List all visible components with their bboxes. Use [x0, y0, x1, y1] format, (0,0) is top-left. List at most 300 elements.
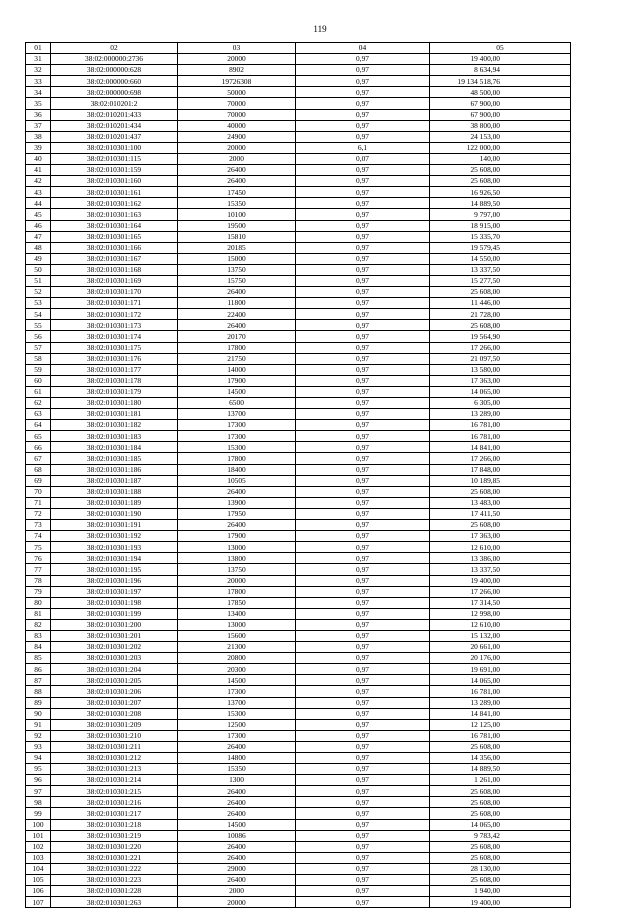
area-cell: 14500	[178, 675, 296, 686]
rate-cell: 0,97	[296, 642, 430, 653]
cadastral-number-cell: 38:02:010201:437	[51, 131, 178, 142]
table-row	[26, 331, 571, 342]
rate-cell: 0,97	[296, 741, 430, 752]
area-cell: 13000	[178, 619, 296, 630]
table-row	[26, 886, 571, 897]
cadastral-number-cell: 38:02:010301:160	[51, 176, 178, 187]
cadastral-number-cell: 38:02:010301:187	[51, 475, 178, 486]
cadastral-number-cell: 38:02:010301:159	[51, 165, 178, 176]
cadastral-number-cell: 38:02:010301:218	[51, 819, 178, 830]
table-row	[26, 520, 571, 531]
row-number-cell: 76	[26, 553, 51, 564]
area-cell: 20170	[178, 331, 296, 342]
row-number-cell: 79	[26, 586, 51, 597]
rate-cell: 0,97	[296, 464, 430, 475]
value-cell: 13 337,50	[430, 564, 571, 575]
rate-cell: 0,97	[296, 320, 430, 331]
cadastral-number-cell: 38:02:010301:177	[51, 364, 178, 375]
row-number-cell: 97	[26, 786, 51, 797]
row-number-cell: 86	[26, 664, 51, 675]
cadastral-number-cell: 38:02:010301:211	[51, 741, 178, 752]
value-cell: 13 337,50	[430, 264, 571, 275]
cadastral-number-cell: 38:02:010301:178	[51, 375, 178, 386]
row-number-cell: 73	[26, 520, 51, 531]
rate-cell: 0,97	[296, 808, 430, 819]
rate-cell: 0,97	[296, 298, 430, 309]
rate-cell: 0,97	[296, 497, 430, 508]
cadastral-number-cell: 38:02:010301:191	[51, 520, 178, 531]
area-cell: 26400	[178, 176, 296, 187]
area-cell: 17900	[178, 531, 296, 542]
row-number-cell: 77	[26, 564, 51, 575]
value-cell: 16 781,00	[430, 431, 571, 442]
table-header-row	[26, 43, 571, 54]
rate-cell: 0,97	[296, 486, 430, 497]
cadastral-number-cell: 38:02:010301:200	[51, 619, 178, 630]
area-cell: 17900	[178, 375, 296, 386]
value-cell: 15 335,70	[430, 231, 571, 242]
row-number-cell: 33	[26, 76, 51, 87]
area-cell: 13750	[178, 264, 296, 275]
cadastral-number-cell: 38:02:010301:199	[51, 608, 178, 619]
rate-cell: 0,97	[296, 375, 430, 386]
area-cell: 17300	[178, 431, 296, 442]
value-cell: 13 386,00	[430, 553, 571, 564]
rate-cell: 0,97	[296, 542, 430, 553]
value-cell: 25 608,00	[430, 875, 571, 886]
table-row	[26, 87, 571, 98]
row-number-cell: 72	[26, 508, 51, 519]
rate-cell: 0,97	[296, 875, 430, 886]
value-cell: 20 661,00	[430, 642, 571, 653]
area-cell: 24900	[178, 131, 296, 142]
value-cell: 16 781,00	[430, 686, 571, 697]
cadastral-number-cell: 38:02:010301:209	[51, 719, 178, 730]
value-cell: 25 608,00	[430, 841, 571, 852]
value-cell: 17 848,00	[430, 464, 571, 475]
rate-cell: 0,97	[296, 76, 430, 87]
area-cell: 26400	[178, 786, 296, 797]
rate-cell: 0,97	[296, 708, 430, 719]
table-row	[26, 398, 571, 409]
area-cell: 1300	[178, 775, 296, 786]
area-cell: 15350	[178, 764, 296, 775]
value-cell: 1 261,00	[430, 775, 571, 786]
row-number-cell: 99	[26, 808, 51, 819]
row-number-cell: 92	[26, 730, 51, 741]
area-cell: 26400	[178, 520, 296, 531]
table-row	[26, 708, 571, 719]
area-cell: 17800	[178, 342, 296, 353]
table-row	[26, 852, 571, 863]
cadastral-number-cell: 38:02:010301:203	[51, 653, 178, 664]
table-row	[26, 797, 571, 808]
rate-cell: 0,97	[296, 109, 430, 120]
table-row	[26, 386, 571, 397]
table-row	[26, 176, 571, 187]
cadastral-number-cell: 38:02:010301:197	[51, 586, 178, 597]
rate-cell: 0,97	[296, 852, 430, 863]
rate-cell: 0,97	[296, 630, 430, 641]
header-cell-05: 05	[430, 43, 571, 54]
cadastral-number-cell: 38:02:010301:183	[51, 431, 178, 442]
area-cell: 29000	[178, 863, 296, 874]
row-number-cell: 34	[26, 87, 51, 98]
area-cell: 19726308	[178, 76, 296, 87]
row-number-cell: 84	[26, 642, 51, 653]
row-number-cell: 68	[26, 464, 51, 475]
row-number-cell: 75	[26, 542, 51, 553]
area-cell: 17850	[178, 597, 296, 608]
area-cell: 19500	[178, 220, 296, 231]
cadastral-number-cell: 38:02:010301:100	[51, 142, 178, 153]
cadastral-number-cell: 38:02:010301:169	[51, 275, 178, 286]
table-row	[26, 575, 571, 586]
value-cell: 13 580,00	[430, 364, 571, 375]
value-cell: 25 608,00	[430, 797, 571, 808]
cadastral-number-cell: 38:02:010301:206	[51, 686, 178, 697]
table-row	[26, 486, 571, 497]
table-row	[26, 375, 571, 386]
value-cell: 6 305,00	[430, 398, 571, 409]
cadastral-number-cell: 38:02:010201:433	[51, 109, 178, 120]
rate-cell: 0,97	[296, 176, 430, 187]
rate-cell: 0,97	[296, 819, 430, 830]
row-number-cell: 101	[26, 830, 51, 841]
row-number-cell: 93	[26, 741, 51, 752]
table-row	[26, 808, 571, 819]
area-cell: 20000	[178, 575, 296, 586]
value-cell: 10 189,85	[430, 475, 571, 486]
area-cell: 22400	[178, 309, 296, 320]
value-cell: 17 363,00	[430, 375, 571, 386]
table-row	[26, 564, 571, 575]
rate-cell: 0,97	[296, 331, 430, 342]
rate-cell: 0,97	[296, 841, 430, 852]
row-number-cell: 61	[26, 386, 51, 397]
cadastral-number-cell: 38:02:010301:205	[51, 675, 178, 686]
row-number-cell: 96	[26, 775, 51, 786]
table-row	[26, 420, 571, 431]
cadastral-number-cell: 38:02:010301:215	[51, 786, 178, 797]
table-row	[26, 209, 571, 220]
value-cell: 8 634,94	[430, 65, 571, 76]
table-row	[26, 497, 571, 508]
row-number-cell: 104	[26, 863, 51, 874]
rate-cell: 0,97	[296, 531, 430, 542]
cadastral-number-cell: 38:02:010301:181	[51, 409, 178, 420]
row-number-cell: 45	[26, 209, 51, 220]
value-cell: 19 691,00	[430, 664, 571, 675]
row-number-cell: 60	[26, 375, 51, 386]
table-row	[26, 76, 571, 87]
table-row	[26, 653, 571, 664]
area-cell: 13700	[178, 697, 296, 708]
area-cell: 13750	[178, 564, 296, 575]
row-number-cell: 59	[26, 364, 51, 375]
row-number-cell: 52	[26, 287, 51, 298]
cadastral-number-cell: 38:02:010301:163	[51, 209, 178, 220]
area-cell: 11800	[178, 298, 296, 309]
row-number-cell: 100	[26, 819, 51, 830]
cadastral-number-cell: 38:02:010301:219	[51, 830, 178, 841]
value-cell: 17 314,50	[430, 597, 571, 608]
value-cell: 12 610,00	[430, 619, 571, 630]
row-number-cell: 56	[26, 331, 51, 342]
rate-cell: 0,97	[296, 187, 430, 198]
row-number-cell: 62	[26, 398, 51, 409]
rate-cell: 0,97	[296, 775, 430, 786]
cadastral-number-cell: 38:02:010301:221	[51, 852, 178, 863]
area-cell: 70000	[178, 98, 296, 109]
cadastral-number-cell: 38:02:010301:201	[51, 630, 178, 641]
row-number-cell: 63	[26, 409, 51, 420]
row-number-cell: 91	[26, 719, 51, 730]
table-row	[26, 309, 571, 320]
table-row	[26, 142, 571, 153]
row-number-cell: 85	[26, 653, 51, 664]
cadastral-number-cell: 38:02:000000:698	[51, 87, 178, 98]
table-row	[26, 231, 571, 242]
value-cell: 11 446,00	[430, 298, 571, 309]
area-cell: 20000	[178, 897, 296, 908]
row-number-cell: 82	[26, 619, 51, 630]
rate-cell: 0,97	[296, 87, 430, 98]
value-cell: 14 841,00	[430, 708, 571, 719]
area-cell: 14500	[178, 819, 296, 830]
table-row	[26, 642, 571, 653]
area-cell: 40000	[178, 120, 296, 131]
value-cell: 16 781,00	[430, 420, 571, 431]
table-row	[26, 686, 571, 697]
value-cell: 25 608,00	[430, 287, 571, 298]
value-cell: 19 564,90	[430, 331, 571, 342]
value-cell: 14 841,00	[430, 442, 571, 453]
area-cell: 17950	[178, 508, 296, 519]
cadastral-number-cell: 38:02:010301:196	[51, 575, 178, 586]
row-number-cell: 87	[26, 675, 51, 686]
table-row	[26, 165, 571, 176]
area-cell: 18400	[178, 464, 296, 475]
area-cell: 17300	[178, 730, 296, 741]
rate-cell: 0,97	[296, 431, 430, 442]
value-cell: 17 411,50	[430, 508, 571, 519]
cadastral-number-cell: 38:02:010301:179	[51, 386, 178, 397]
value-cell: 38 800,00	[430, 120, 571, 131]
table-row	[26, 431, 571, 442]
value-cell: 14 356,00	[430, 753, 571, 764]
table-row	[26, 54, 571, 65]
rate-cell: 0,97	[296, 386, 430, 397]
value-cell: 14 550,00	[430, 253, 571, 264]
rate-cell: 0,97	[296, 253, 430, 264]
value-cell: 67 900,00	[430, 98, 571, 109]
cadastral-number-cell: 38:02:010301:184	[51, 442, 178, 453]
rate-cell: 0,97	[296, 686, 430, 697]
value-cell: 17 266,00	[430, 342, 571, 353]
row-number-cell: 74	[26, 531, 51, 542]
value-cell: 15 277,50	[430, 275, 571, 286]
cadastral-number-cell: 38:02:010301:204	[51, 664, 178, 675]
table-row	[26, 187, 571, 198]
value-cell: 1 940,00	[430, 886, 571, 897]
row-number-cell: 65	[26, 431, 51, 442]
cadastral-number-cell: 38:02:010301:185	[51, 453, 178, 464]
area-cell: 14800	[178, 753, 296, 764]
value-cell: 15 132,00	[430, 630, 571, 641]
value-cell: 12 610,00	[430, 542, 571, 553]
row-number-cell: 66	[26, 442, 51, 453]
cadastral-number-cell: 38:02:010301:195	[51, 564, 178, 575]
cadastral-number-cell: 38:02:010301:210	[51, 730, 178, 741]
value-cell: 14 065,00	[430, 675, 571, 686]
table-row	[26, 719, 571, 730]
table-row	[26, 775, 571, 786]
row-number-cell: 32	[26, 65, 51, 76]
rate-cell: 0,97	[296, 564, 430, 575]
table-row	[26, 342, 571, 353]
value-cell: 20 176,00	[430, 653, 571, 664]
value-cell: 25 608,00	[430, 786, 571, 797]
table-row	[26, 597, 571, 608]
table-row	[26, 409, 571, 420]
row-number-cell: 98	[26, 797, 51, 808]
table-row	[26, 353, 571, 364]
rate-cell: 0,97	[296, 764, 430, 775]
cadastral-number-cell: 38:02:010301:190	[51, 508, 178, 519]
value-cell: 25 608,00	[430, 520, 571, 531]
cadastral-number-cell: 38:02:010301:263	[51, 897, 178, 908]
rate-cell: 0,97	[296, 897, 430, 908]
table-row	[26, 586, 571, 597]
value-cell: 25 608,00	[430, 486, 571, 497]
row-number-cell: 53	[26, 298, 51, 309]
row-number-cell: 71	[26, 497, 51, 508]
area-cell: 26400	[178, 808, 296, 819]
rate-cell: 0,97	[296, 65, 430, 76]
area-cell: 10086	[178, 830, 296, 841]
cadastral-number-cell: 38:02:010301:172	[51, 309, 178, 320]
table-row	[26, 287, 571, 298]
value-cell: 9 797,00	[430, 209, 571, 220]
table-row	[26, 675, 571, 686]
value-cell: 12 998,00	[430, 608, 571, 619]
cadastral-number-cell: 38:02:010301:166	[51, 242, 178, 253]
table-row	[26, 863, 571, 874]
value-cell: 67 900,00	[430, 109, 571, 120]
rate-cell: 6,1	[296, 142, 430, 153]
cadastral-number-cell: 38:02:010301:192	[51, 531, 178, 542]
cadastral-number-cell: 38:02:010301:115	[51, 153, 178, 164]
area-cell: 26400	[178, 287, 296, 298]
row-number-cell: 103	[26, 852, 51, 863]
table-row	[26, 198, 571, 209]
cadastral-number-cell: 38:02:010301:220	[51, 841, 178, 852]
cadastral-number-cell: 38:02:010301:186	[51, 464, 178, 475]
header-cell-01: 01	[26, 43, 51, 54]
rate-cell: 0,97	[296, 275, 430, 286]
cadastral-number-cell: 38:02:010301:175	[51, 342, 178, 353]
table-row	[26, 764, 571, 775]
area-cell: 20185	[178, 242, 296, 253]
area-cell: 26400	[178, 741, 296, 752]
value-cell: 25 608,00	[430, 176, 571, 187]
table-row	[26, 131, 571, 142]
table-row	[26, 697, 571, 708]
cadastral-number-cell: 38:02:010301:198	[51, 597, 178, 608]
cadastral-number-cell: 38:02:010301:176	[51, 353, 178, 364]
row-number-cell: 105	[26, 875, 51, 886]
value-cell: 48 500,00	[430, 87, 571, 98]
cadastral-number-cell: 38:02:010301:194	[51, 553, 178, 564]
row-number-cell: 67	[26, 453, 51, 464]
value-cell: 21 728,00	[430, 309, 571, 320]
rate-cell: 0,97	[296, 753, 430, 764]
rate-cell: 0,97	[296, 830, 430, 841]
row-number-cell: 43	[26, 187, 51, 198]
area-cell: 21300	[178, 642, 296, 653]
cadastral-number-cell: 38:02:010301:180	[51, 398, 178, 409]
area-cell: 14500	[178, 386, 296, 397]
rate-cell: 0,97	[296, 342, 430, 353]
area-cell: 50000	[178, 87, 296, 98]
rate-cell: 0,97	[296, 353, 430, 364]
area-cell: 15810	[178, 231, 296, 242]
table-row	[26, 98, 571, 109]
row-number-cell: 50	[26, 264, 51, 275]
value-cell: 17 266,00	[430, 586, 571, 597]
area-cell: 15350	[178, 198, 296, 209]
cadastral-number-cell: 38:02:010301:212	[51, 753, 178, 764]
row-number-cell: 69	[26, 475, 51, 486]
cadastral-number-cell: 38:02:010301:170	[51, 287, 178, 298]
row-number-cell: 38	[26, 131, 51, 142]
table-row	[26, 841, 571, 852]
cadastral-number-cell: 38:02:010301:223	[51, 875, 178, 886]
row-number-cell: 54	[26, 309, 51, 320]
value-cell: 13 289,00	[430, 409, 571, 420]
rate-cell: 0,97	[296, 165, 430, 176]
rate-cell: 0,97	[296, 675, 430, 686]
area-cell: 13800	[178, 553, 296, 564]
area-cell: 21750	[178, 353, 296, 364]
cadastral-number-cell: 38:02:000000:660	[51, 76, 178, 87]
area-cell: 15600	[178, 630, 296, 641]
row-number-cell: 90	[26, 708, 51, 719]
rate-cell: 0,97	[296, 120, 430, 131]
row-number-cell: 57	[26, 342, 51, 353]
row-number-cell: 89	[26, 697, 51, 708]
rate-cell: 0,97	[296, 863, 430, 874]
value-cell: 14 065,00	[430, 819, 571, 830]
cadastral-number-cell: 38:02:000000:2736	[51, 54, 178, 65]
cadastral-number-cell: 38:02:010301:202	[51, 642, 178, 653]
value-cell: 21 097,50	[430, 353, 571, 364]
table-row	[26, 508, 571, 519]
cadastral-number-cell: 38:02:010301:174	[51, 331, 178, 342]
table-row	[26, 120, 571, 131]
row-number-cell: 107	[26, 897, 51, 908]
cadastral-number-cell: 38:02:010301:207	[51, 697, 178, 708]
rate-cell: 0,97	[296, 608, 430, 619]
value-cell: 17 363,00	[430, 531, 571, 542]
area-cell: 10505	[178, 475, 296, 486]
rate-cell: 0,97	[296, 575, 430, 586]
table-row	[26, 875, 571, 886]
rate-cell: 0,97	[296, 653, 430, 664]
cadastral-number-cell: 38:02:010301:165	[51, 231, 178, 242]
table-body	[26, 43, 571, 908]
